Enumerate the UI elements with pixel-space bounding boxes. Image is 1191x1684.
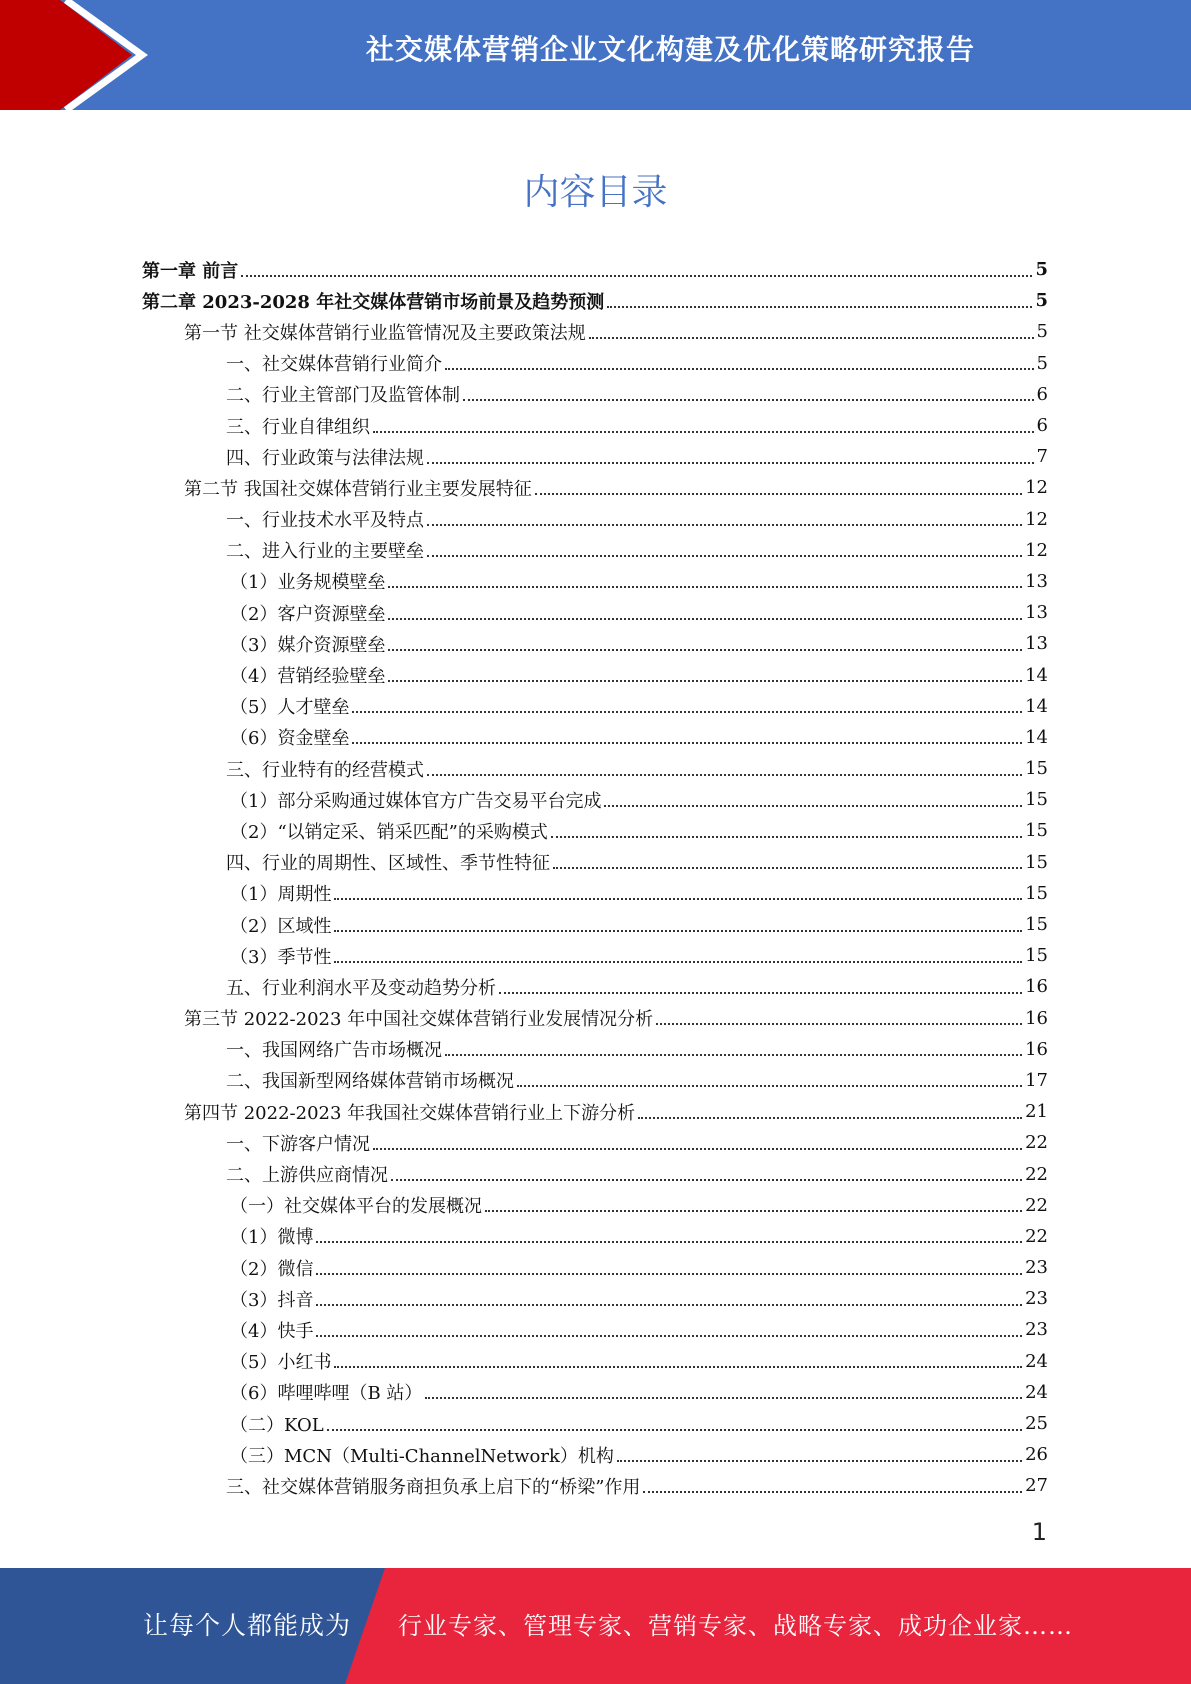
toc-entry[interactable] (142, 971, 1048, 1002)
toc-entry-title: （1）部分采购通过媒体官方广告交易平台完成 (230, 790, 602, 812)
toc-entry[interactable] (142, 1470, 1048, 1501)
toc-entry[interactable] (142, 379, 1048, 410)
toc-entry-title: （4）营销经验壁垒 (230, 666, 386, 688)
toc-entry[interactable] (142, 348, 1048, 379)
toc-entry-title: 二、进入行业的主要壁垒 (226, 541, 424, 563)
toc-entry-title: （一）社交媒体平台的发展概况 (230, 1196, 482, 1218)
toc-dot-leader (334, 961, 1022, 963)
toc-dot-leader (643, 1491, 1022, 1493)
toc-entry-title: （2）区域性 (230, 915, 332, 937)
toc-entry[interactable] (142, 1003, 1048, 1034)
toc-entry[interactable] (142, 1408, 1048, 1439)
toc-entry-title: （5）小红书 (230, 1352, 332, 1374)
table-of-contents (142, 254, 1048, 1502)
toc-entry-page: 26 (1025, 1444, 1048, 1466)
toc-entry-page: 22 (1025, 1132, 1048, 1154)
toc-entry-title: （1）微博 (230, 1227, 314, 1249)
toc-entry-title: 第一节 社交媒体营销行业监管情况及主要政策法规 (184, 322, 586, 344)
toc-dot-leader (445, 368, 1034, 370)
toc-dot-leader (352, 711, 1022, 713)
toc-entry[interactable] (142, 472, 1048, 503)
toc-dot-leader (425, 1397, 1022, 1399)
toc-entry-title: 第二章 2023-2028 年社交媒体营销市场前景及趋势预测 (142, 291, 605, 313)
toc-entry[interactable] (142, 1377, 1048, 1408)
toc-entry-page: 22 (1025, 1194, 1048, 1216)
toc-entry[interactable] (142, 1314, 1048, 1345)
toc-entry[interactable] (142, 535, 1048, 566)
toc-entry[interactable] (142, 909, 1048, 940)
toc-entry-title: 三、社交媒体营销服务商担负承上启下的“桥梁”作用 (226, 1476, 641, 1498)
toc-entry-page: 15 (1025, 758, 1048, 780)
toc-dot-leader (388, 586, 1022, 588)
toc-dot-leader (388, 618, 1022, 620)
toc-entry-page: 6 (1036, 383, 1048, 405)
toc-dot-leader (388, 649, 1022, 651)
toc-entry-title: 一、社交媒体营销行业简介 (226, 354, 442, 376)
toc-entry-page: 15 (1025, 789, 1048, 811)
toc-entry[interactable] (142, 441, 1048, 472)
toc-entry-page: 7 (1036, 446, 1048, 468)
toc-entry[interactable] (142, 1221, 1048, 1252)
toc-entry-page: 12 (1025, 477, 1048, 499)
toc-dot-leader (334, 930, 1022, 932)
toc-dot-leader (656, 1023, 1022, 1025)
toc-entry[interactable] (142, 847, 1048, 878)
toc-dot-leader (638, 1117, 1022, 1119)
toc-dot-leader (553, 867, 1022, 869)
toc-entry-page: 14 (1025, 664, 1048, 686)
toc-entry-page: 24 (1025, 1381, 1048, 1403)
toc-entry-page: 13 (1025, 602, 1048, 624)
toc-dot-leader (241, 275, 1032, 277)
toc-dot-leader (373, 1148, 1022, 1150)
toc-heading: 内容目录 (523, 172, 668, 213)
toc-entry-page: 12 (1025, 508, 1048, 530)
toc-entry[interactable] (142, 566, 1048, 597)
toc-dot-leader (316, 1335, 1022, 1337)
toc-entry-title: （1）周期性 (230, 884, 332, 906)
toc-entry-title: （4）快手 (230, 1320, 314, 1342)
toc-entry-page: 15 (1025, 882, 1048, 904)
toc-dot-leader (485, 1210, 1022, 1212)
toc-entry-page: 14 (1025, 695, 1048, 717)
toc-dot-leader (352, 742, 1022, 744)
toc-entry-page: 24 (1025, 1350, 1048, 1372)
toc-entry[interactable] (142, 878, 1048, 909)
toc-entry-page: 16 (1025, 976, 1048, 998)
toc-entry-title: 第二节 我国社交媒体营销行业主要发展特征 (184, 478, 532, 500)
toc-entry-title: （2）微信 (230, 1258, 314, 1280)
toc-entry-title: （2）客户资源壁垒 (230, 603, 386, 625)
toc-entry-page: 16 (1025, 1038, 1048, 1060)
toc-entry-title: （2）“以销定采、销采匹配”的采购模式 (230, 821, 548, 843)
toc-entry[interactable] (142, 1439, 1048, 1470)
toc-dot-leader (463, 399, 1034, 401)
toc-entry-page: 15 (1025, 945, 1048, 967)
toc-entry-title: （3）媒介资源壁垒 (230, 634, 386, 656)
toc-entry[interactable] (142, 940, 1048, 971)
toc-dot-leader (427, 555, 1022, 557)
toc-entry[interactable] (142, 1158, 1048, 1189)
toc-entry-page: 13 (1025, 570, 1048, 592)
toc-entry[interactable] (142, 659, 1048, 690)
toc-entry-title: （5）人才壁垒 (230, 697, 350, 719)
toc-entry-title: 四、行业政策与法律法规 (226, 447, 424, 469)
toc-entry-page: 15 (1025, 851, 1048, 873)
toc-entry-title: 三、行业自律组织 (226, 416, 370, 438)
toc-dot-leader (604, 805, 1022, 807)
toc-entry-page: 5 (1035, 259, 1048, 281)
toc-entry-title: （6）资金壁垒 (230, 728, 350, 750)
toc-entry-title: 第三节 2022-2023 年中国社交媒体营销行业发展情况分析 (184, 1009, 654, 1031)
toc-dot-leader (551, 836, 1022, 838)
toc-dot-leader (535, 493, 1022, 495)
toc-entry-page: 13 (1025, 633, 1048, 655)
toc-entry-page: 16 (1025, 1007, 1048, 1029)
toc-dot-leader (427, 462, 1034, 464)
toc-entry-title: （6）哔哩哔哩（B 站） (230, 1383, 423, 1405)
toc-entry[interactable] (142, 285, 1048, 316)
toc-entry-page: 22 (1025, 1163, 1048, 1185)
toc-entry[interactable] (142, 1190, 1048, 1221)
toc-entry-title: 二、我国新型网络媒体营销市场概况 (226, 1071, 514, 1093)
toc-entry[interactable] (142, 1096, 1048, 1127)
toc-dot-leader (334, 1366, 1022, 1368)
toc-entry-page: 23 (1025, 1257, 1048, 1279)
toc-dot-leader (617, 1460, 1022, 1462)
footer-slogan-right: 行业专家、管理专家、营销专家、战略专家、成功企业家…… (398, 1612, 1073, 1640)
toc-entry-title: 三、行业特有的经营模式 (226, 759, 424, 781)
toc-entry-title: 一、下游客户情况 (226, 1133, 370, 1155)
toc-entry[interactable] (142, 722, 1048, 753)
toc-dot-leader (373, 431, 1034, 433)
toc-entry-page: 27 (1025, 1475, 1048, 1497)
toc-entry-page: 12 (1025, 539, 1048, 561)
toc-entry[interactable] (142, 1252, 1048, 1283)
toc-entry[interactable] (142, 1283, 1048, 1314)
toc-entry[interactable] (142, 1065, 1048, 1096)
toc-dot-leader (499, 992, 1022, 994)
footer-banner (0, 1568, 1191, 1684)
report-title: 社交媒体营销企业文化构建及优化策略研究报告 (365, 33, 975, 66)
toc-dot-leader (334, 898, 1022, 900)
toc-entry-page: 5 (1035, 290, 1048, 312)
toc-entry-page: 5 (1036, 321, 1048, 343)
toc-dot-leader (316, 1241, 1022, 1243)
toc-entry-title: （二）KOL (230, 1414, 324, 1436)
toc-entry[interactable] (142, 254, 1048, 285)
toc-dot-leader (589, 337, 1034, 339)
toc-entry-page: 15 (1025, 914, 1048, 936)
toc-dot-leader (427, 524, 1022, 526)
toc-entry[interactable] (142, 628, 1048, 659)
toc-entry[interactable] (142, 504, 1048, 535)
toc-dot-leader (517, 1085, 1022, 1087)
footer-slogan-left: 让每个人都能成为 (143, 1611, 352, 1640)
toc-dot-leader (327, 1429, 1022, 1431)
toc-entry-title: （3）季节性 (230, 946, 332, 968)
report-header-banner (0, 0, 1191, 110)
toc-entry-title: 四、行业的周期性、区域性、季节性特征 (226, 853, 550, 875)
toc-dot-leader (316, 1304, 1022, 1306)
toc-entry-page: 15 (1025, 820, 1048, 842)
toc-entry-title: 二、行业主管部门及监管体制 (226, 385, 460, 407)
toc-entry[interactable] (142, 691, 1048, 722)
toc-entry-title: 一、我国网络广告市场概况 (226, 1040, 442, 1062)
toc-entry-page: 25 (1025, 1413, 1048, 1435)
toc-dot-leader (388, 680, 1022, 682)
toc-entry-page: 6 (1036, 415, 1048, 437)
toc-entry-page: 21 (1025, 1101, 1048, 1123)
toc-dot-leader (391, 1179, 1022, 1181)
toc-entry-page: 22 (1025, 1225, 1048, 1247)
toc-entry-page: 14 (1025, 726, 1048, 748)
toc-entry[interactable] (142, 597, 1048, 628)
toc-entry[interactable] (142, 1346, 1048, 1377)
toc-entry-title: （三）MCN（Multi-ChannelNetwork）机构 (230, 1445, 614, 1467)
toc-entry-title: 第四节 2022-2023 年我国社交媒体营销行业上下游分析 (184, 1102, 636, 1124)
toc-entry[interactable] (142, 1127, 1048, 1158)
toc-entry-title: 五、行业利润水平及变动趋势分析 (226, 977, 496, 999)
toc-entry-title: （1）业务规模壁垒 (230, 572, 386, 594)
toc-entry-page: 5 (1036, 352, 1048, 374)
toc-entry-page: 23 (1025, 1319, 1048, 1341)
toc-entry[interactable] (142, 815, 1048, 846)
toc-entry[interactable] (142, 1034, 1048, 1065)
toc-entry-title: 二、上游供应商情况 (226, 1165, 388, 1187)
toc-entry-page: 17 (1025, 1069, 1048, 1091)
toc-dot-leader (427, 774, 1022, 776)
toc-entry[interactable] (142, 410, 1048, 441)
toc-entry[interactable] (142, 316, 1048, 347)
toc-entry-title: 第一章 前言 (142, 260, 239, 282)
toc-entry-title: （3）抖音 (230, 1289, 314, 1311)
toc-dot-leader (316, 1273, 1022, 1275)
toc-dot-leader (445, 1054, 1022, 1056)
toc-dot-leader (607, 306, 1032, 308)
toc-entry-page: 23 (1025, 1288, 1048, 1310)
page-number: 1 (1031, 1518, 1047, 1546)
toc-entry[interactable] (142, 784, 1048, 815)
toc-entry[interactable] (142, 753, 1048, 784)
toc-entry-title: 一、行业技术水平及特点 (226, 510, 424, 532)
